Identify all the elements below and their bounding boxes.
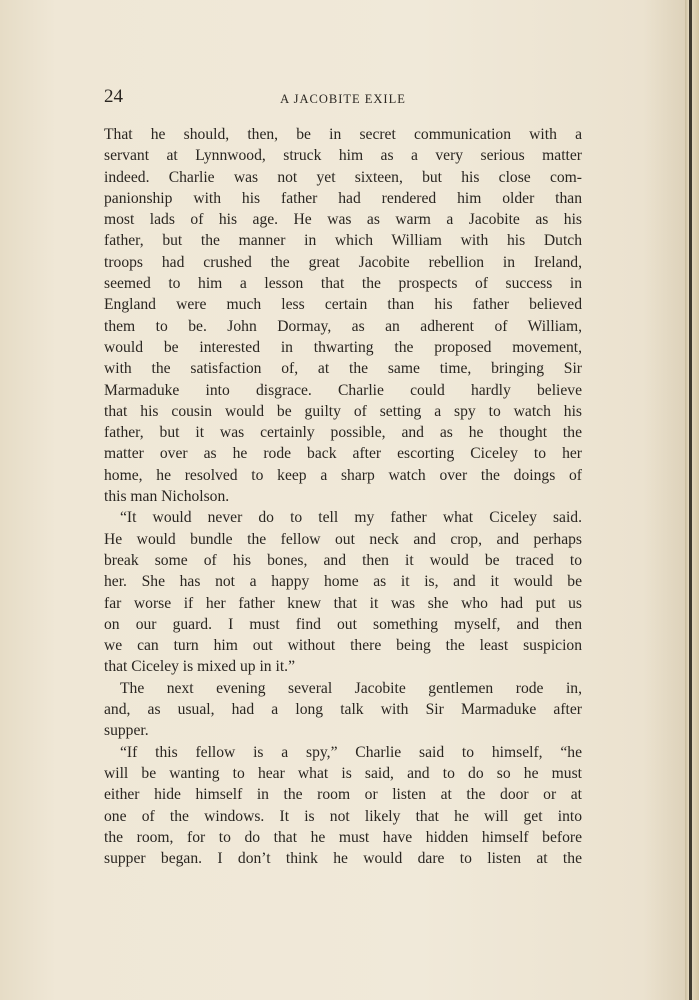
book-binding-edge [685, 0, 699, 1000]
text-line: supper. [104, 722, 149, 740]
text-line: break some of his bones, and then it would be traced to [104, 551, 582, 569]
text-line: supper began. I don’t think he would dare to listen at the [104, 850, 582, 868]
text-line: “It would never do to tell my father what Ciceley said. [120, 509, 582, 527]
text-line: matter over as he rode back after escorting Ciceley to her [104, 445, 582, 463]
text-line: Marmaduke into disgrace. Charlie could hardly believe [104, 381, 582, 399]
text-line: and, as usual, had a long talk with Sir Marmaduke after [104, 701, 582, 719]
text-line: “If this fellow is a spy,” Charlie said to himself, “he [120, 743, 582, 761]
text-line: with the satisfaction of, at the same time, bringing Sir [104, 360, 582, 378]
text-line: England were much less certain than his father believed [104, 296, 582, 314]
text-line: either hide himself in the room or listen at the door or at [104, 786, 582, 804]
text-line: most lads of his age. He was as warm a Jacobite as his [104, 211, 582, 229]
running-title: A JACOBITE EXILE [280, 92, 406, 106]
text-line: far worse if her father knew that it was she who had put us [104, 594, 582, 612]
text-line: father, but the manner in which William with his Dutch [104, 232, 582, 250]
page-header [104, 86, 582, 112]
text-line: father, but it was certainly possible, and as he thought the [104, 424, 582, 442]
text-line: indeed. Charlie was not yet sixteen, but his close com- [104, 168, 582, 186]
text-line: seemed to him a lesson that the prospects of success in [104, 275, 582, 293]
text-line: The next evening several Jacobite gentlemen rode in, [120, 679, 582, 697]
text-line: servant at Lynnwood, struck him as a very serious matter [104, 147, 582, 165]
text-line: that Ciceley is mixed up in it.” [104, 658, 295, 676]
text-line: on our guard. I must find out something myself, and then [104, 615, 582, 633]
text-line: will be wanting to hear what is said, and to do so he must [104, 764, 582, 782]
text-line: them to be. John Dormay, as an adherent of William, [104, 317, 582, 335]
text-line: that his cousin would be guilty of setting a spy to watch his [104, 402, 582, 420]
text-line: would be interested in thwarting the proposed movement, [104, 338, 582, 356]
body-text [104, 124, 582, 869]
text-line: we can turn him out without there being the least suspicion [104, 637, 582, 655]
text-line: He would bundle the fellow out neck and crop, and perhaps [104, 530, 582, 548]
text-line: her. She has not a happy home as it is, and it would be [104, 573, 582, 591]
text-line: troops had crushed the great Jacobite rebellion in Ireland, [104, 253, 582, 271]
text-line: That he should, then, be in secret communication with a [104, 126, 582, 143]
text-line: panionship with his father had rendered him older than [104, 189, 582, 207]
text-line: home, he resolved to keep a sharp watch over the doings of [104, 466, 582, 484]
text-line: one of the windows. It is not likely that he will get into [104, 807, 582, 825]
page-number: 24 [104, 86, 123, 107]
text-line: this man Nicholson. [104, 488, 230, 506]
text-line: the room, for to do that he must have hidden himself before [104, 828, 582, 846]
